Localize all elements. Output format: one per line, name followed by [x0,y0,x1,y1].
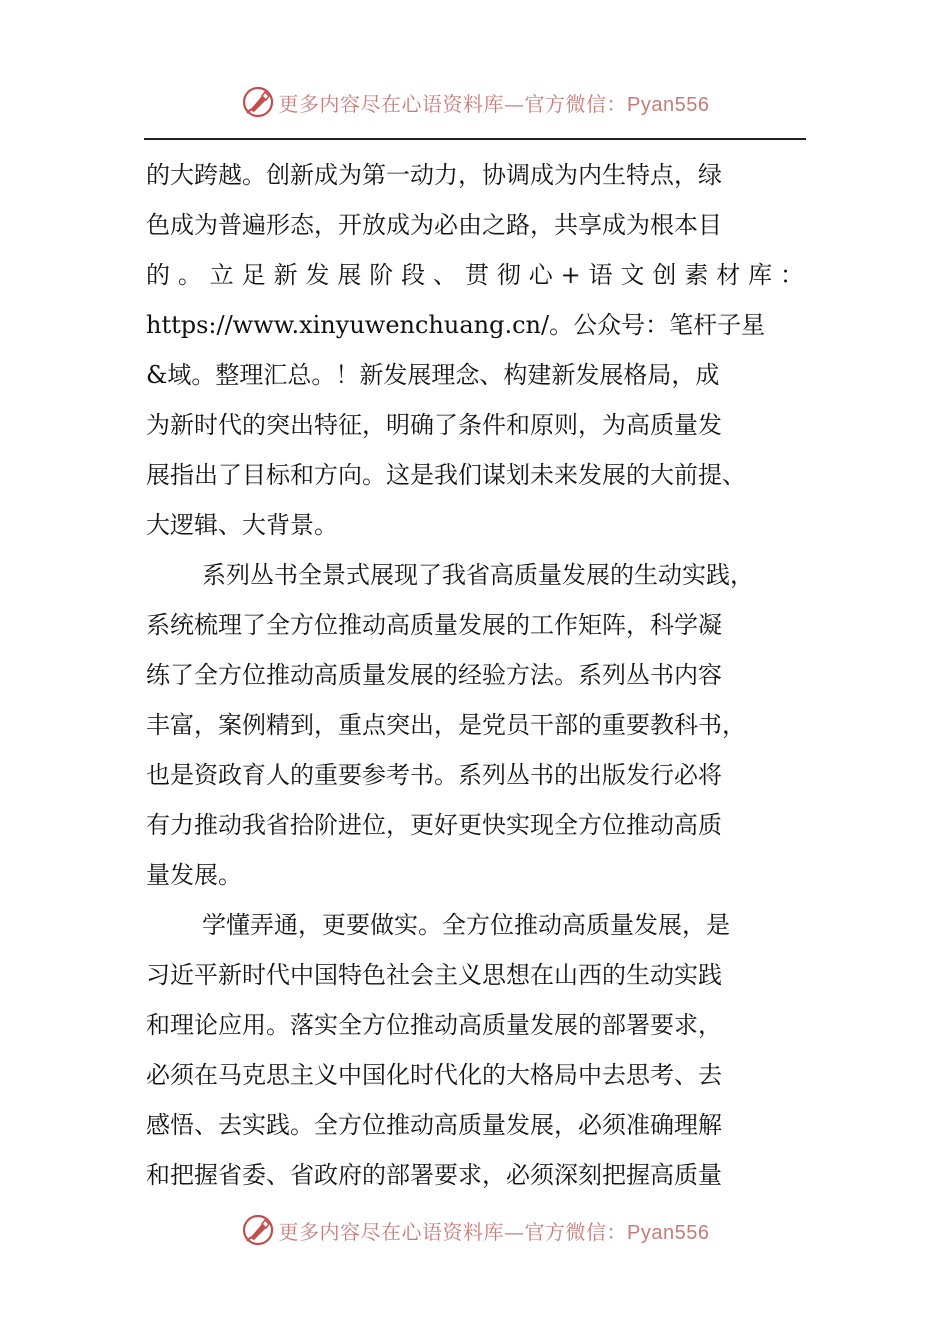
text-line: 练了全方位推动高质量发展的经验方法。系列丛书内容 [146,661,722,689]
header-text [279,88,710,117]
footer-wechat-label: 官方微信： [524,1219,628,1244]
footer-banner [0,1210,950,1250]
pen-nib-logo-icon [241,85,275,119]
text-line: 感悟、去实践。全方位推动高质量发展，必须准确理解 [146,1111,722,1139]
header-wechat-label: 官方微信： [524,91,628,116]
text-line: 习近平新时代中国特色社会主义思想在山西的生动实践 [146,961,722,989]
text-line: 的。立足新发展阶段、贯彻心+语文创素材库： [146,261,804,289]
text-line: 的大跨越。创新成为第一动力，协调成为内生特点，绿 [146,161,722,189]
header-divider [144,138,806,140]
document-body [146,150,816,1200]
text-line: 展指出了目标和方向。这是我们谋划未来发展的大前提、 [146,461,746,489]
text-line: 色成为普遍形态，开放成为必由之路，共享成为根本目 [146,211,722,239]
text-line: https://www.xinyuwenchuang.cn/。公众号：笔杆子星 [146,311,766,339]
header-wechat-id: Pyan556 [627,93,710,116]
text-line: 和把握省委、省政府的部署要求，必须深刻把握高质量 [146,1161,722,1189]
text-line: 必须在马克思主义中国化时代化的大格局中去思考、去 [146,1061,722,1089]
paragraph-start-line: 学懂弄通，更要做实。全方位推动高质量发展，是 [202,911,730,939]
footer-wechat-id: Pyan556 [627,1221,710,1244]
text-line: 大逻辑、大背景。 [146,511,338,539]
text-line: 为新时代的突出特征，明确了条件和原则，为高质量发 [146,411,722,439]
paragraph-start-line: 系列丛书全景式展现了我省高质量发展的生动实践， [202,561,754,589]
text-line: &域。整理汇总。！新发展理念、构建新发展格局，成 [146,361,720,389]
text-line: 和理论应用。落实全方位推动高质量发展的部署要求， [146,1011,722,1039]
footer-brand: 更多内容尽在心语资料库 [278,1219,505,1244]
header-brand: 更多内容尽在心语资料库 [278,91,505,116]
text-line: 也是资政育人的重要参考书。系列丛书的出版发行必将 [146,761,722,789]
header-dash: — [504,91,525,116]
text-line: 丰富，案例精到，重点突出，是党员干部的重要教科书， [146,711,746,739]
pen-nib-logo-icon [241,1213,275,1247]
header-banner [0,82,950,122]
footer-text [279,1216,710,1245]
text-line: 有力推动我省拾阶进位，更好更快实现全方位推动高质 [146,811,722,839]
footer-dash: — [504,1219,525,1244]
text-line: 量发展。 [146,861,242,889]
text-line: 系统梳理了全方位推动高质量发展的工作矩阵，科学凝 [146,611,722,639]
